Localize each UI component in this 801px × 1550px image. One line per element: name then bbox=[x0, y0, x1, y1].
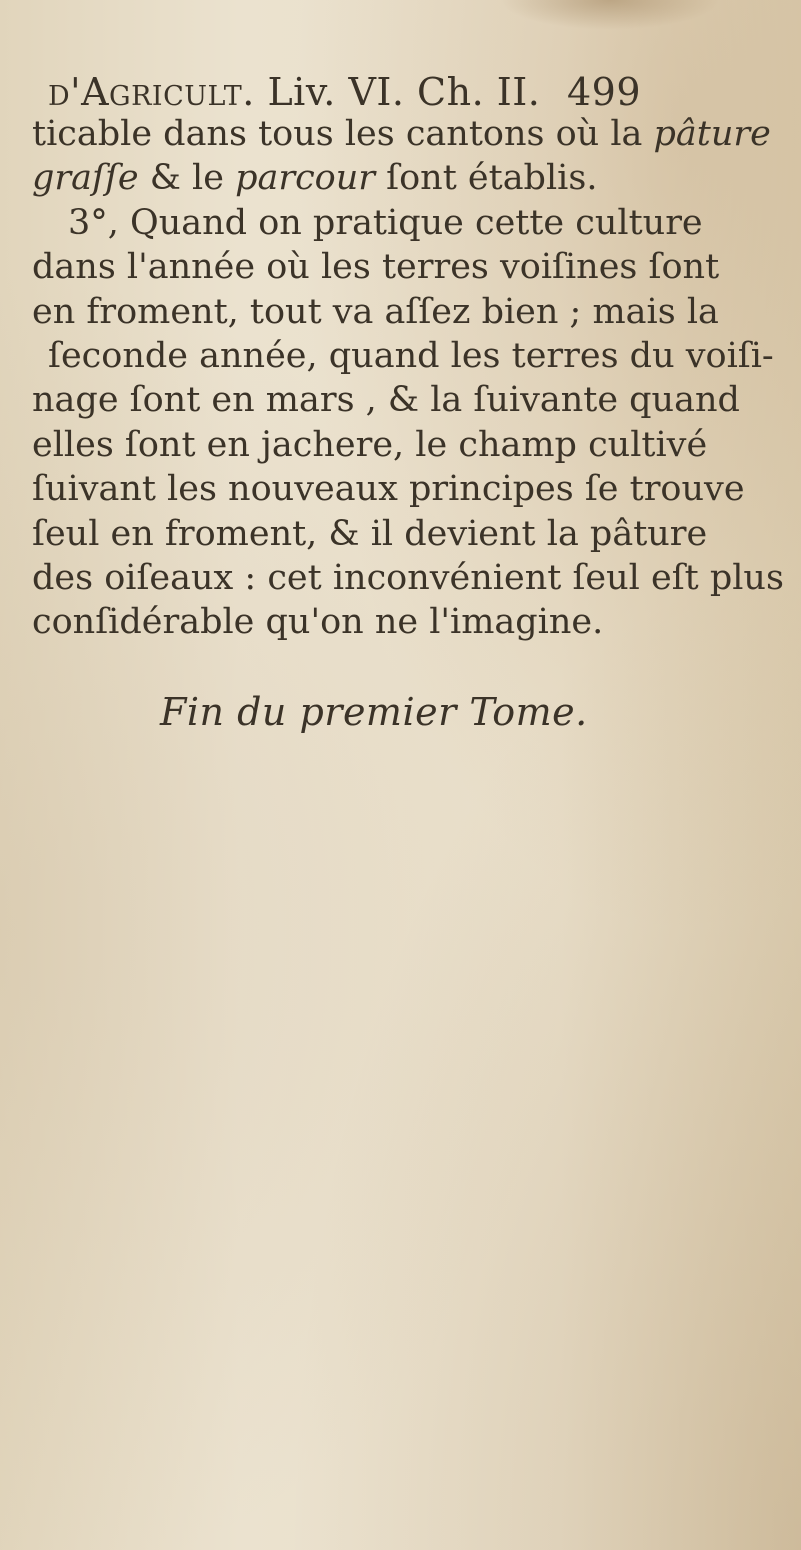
text-line: des oiſeaux : cet inconvénient ſeul eſt plus bbox=[32, 558, 784, 599]
paper-stain bbox=[500, 0, 720, 30]
text-line: en froment, tout va aſſez bien ; mais la bbox=[32, 291, 719, 332]
body-text bbox=[28, 112, 784, 645]
text-line: ſeconde année, quand les terres du voiſi- bbox=[48, 336, 774, 377]
text-line: graſſe & le parcour ſont établis. bbox=[32, 158, 598, 199]
text-line: nage ſont en mars , & la ſuivante quand bbox=[32, 380, 740, 421]
text-line: ſeul en froment, & il devient la pâture bbox=[32, 513, 708, 554]
page-number: 499 bbox=[566, 70, 641, 114]
text-line: 3°, Quand on pratique cette culture bbox=[68, 202, 703, 243]
text-line: dans l'année où les terres voiſines ſont bbox=[32, 247, 720, 288]
running-head-book: d'Agricult. bbox=[48, 70, 255, 114]
running-head-chapter: Liv. VI. Ch. II. bbox=[267, 70, 541, 114]
colophon: Fin du premier Tome. bbox=[160, 690, 588, 734]
text-line: elles ſont en jachere, le champ cultivé bbox=[32, 424, 708, 465]
text-line: conſidérable qu'on ne l'imagine. bbox=[32, 602, 604, 643]
running-head bbox=[48, 70, 738, 114]
text-line: ſuivant les nouveaux principes ſe trouve bbox=[32, 469, 745, 510]
text-line: ticable dans tous les cantons où la pâture bbox=[32, 114, 771, 154]
